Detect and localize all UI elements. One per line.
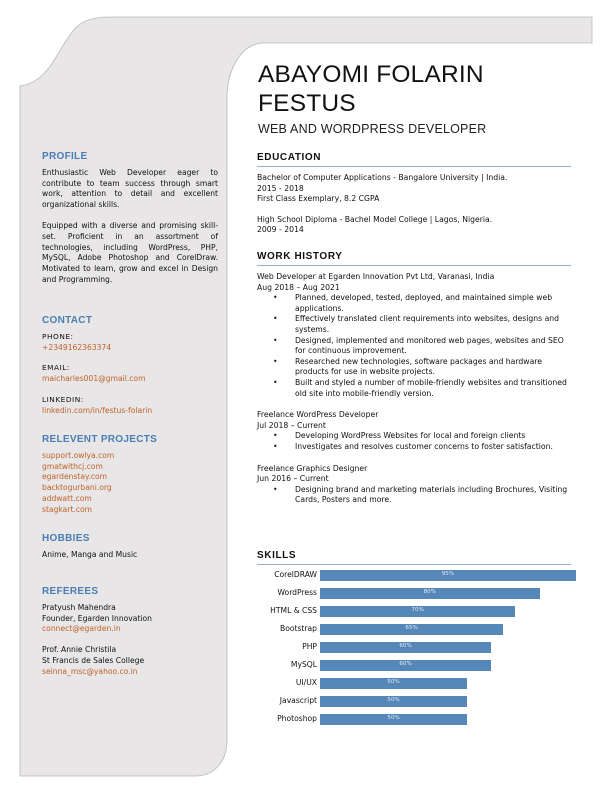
skill-bar <box>320 642 491 653</box>
skill-value: 50% <box>387 715 400 721</box>
skills-heading: SKILLS <box>257 550 571 565</box>
project-link[interactable]: gmatwithcj.com <box>42 461 103 471</box>
skill-label: WordPress <box>277 588 317 597</box>
skill-row <box>257 676 587 694</box>
job-bullets <box>257 431 571 452</box>
job-bullets <box>257 293 571 399</box>
skill-row <box>257 568 587 586</box>
skill-label: UI/UX <box>295 678 317 687</box>
skill-bar <box>320 570 576 581</box>
referee-2-email[interactable]: seinna_msc@yahoo.co.in <box>42 666 138 676</box>
name-line-2: FESTUS <box>258 90 356 117</box>
referees-section <box>42 587 218 678</box>
education-heading: EDUCATION <box>257 152 571 167</box>
referees-heading: REFEREES <box>42 586 99 597</box>
phone-label: PHONE: <box>42 331 74 341</box>
skill-row <box>257 658 587 676</box>
job-title: Freelance Graphics Designer <box>257 463 368 473</box>
job-title: WEB AND WORDPRESS DEVELOPER <box>258 122 487 136</box>
referee-1-name: Pratyush Mahendra <box>42 602 116 612</box>
phone-link[interactable]: +2349162363374 <box>42 342 112 352</box>
skill-label: MySQL <box>290 660 317 669</box>
skill-row <box>257 586 587 604</box>
job-bullet: • Designing brand and marketing materials including Brochures, Visiting Cards, Posters and more. <box>295 485 571 506</box>
skill-bar <box>320 588 540 599</box>
skill-label: CorelDRAW <box>274 570 317 579</box>
linkedin-link[interactable]: linkedin.com/in/festus-folarin <box>42 405 153 415</box>
skill-row <box>257 712 587 730</box>
skill-value: 80% <box>423 589 437 595</box>
profile-paragraph-2: Equipped with a diverse and promising skill-set. Proficient in an assortment of technologies, including WordPress, PHP, MySQL, Adobe Photoshop and CorelDraw. Motivated to learn, grow and excel in Design and Programming. <box>42 220 218 284</box>
project-link[interactable]: egardenstay.com <box>42 472 108 482</box>
education-degree: Bachelor of Computer Applications - Bangalore University | India. <box>257 173 508 182</box>
profile-section <box>42 152 218 286</box>
candidate-name <box>258 60 484 118</box>
skill-bar <box>320 678 467 689</box>
skill-label: Photoshop <box>277 714 317 723</box>
contact-section <box>42 316 218 417</box>
job-bullet: • Effectively translated client requirements into websites, designs and systems. <box>295 314 571 335</box>
skill-label: Javascript <box>279 696 317 705</box>
project-link[interactable]: support.owlya.com <box>42 450 115 460</box>
job-bullet: • Designed, implemented and monitored web pages, websites and SEO for continuous improvement. <box>295 336 571 357</box>
skill-value: 60% <box>399 643 412 649</box>
skill-value: 65% <box>405 625 418 631</box>
name-line-1: ABAYOMI FOLARIN <box>258 61 484 88</box>
work-history-section <box>257 251 571 506</box>
job-title: Freelance WordPress Developer <box>257 410 379 420</box>
skill-label: PHP <box>302 642 317 651</box>
project-link[interactable]: stagkart.com <box>42 504 93 514</box>
job-bullet: • Planned, developed, tested, deployed, and maintained simple web applications. <box>295 293 571 314</box>
skill-row <box>257 622 587 640</box>
hobbies-text: Anime, Manga and Music <box>42 549 138 559</box>
education-dates: 2015 - 2018 <box>257 183 304 193</box>
job-dates: Aug 2018 – Aug 2021 <box>257 282 340 292</box>
job-title: Web Developer at Egarden Innovation Pvt Ltd, Varanasi, India <box>257 272 495 281</box>
skill-bar <box>320 624 503 635</box>
job-dates: Jun 2016 – Current <box>257 474 329 484</box>
job-bullet: • Researched new technologies, software packages and hardware products for use in website projects. <box>295 357 571 378</box>
skill-label: Bootstrap <box>279 624 317 633</box>
job-bullet: • Developing WordPress Websites for local and foreign clients <box>295 431 571 442</box>
contact-heading: CONTACT <box>42 315 93 326</box>
skill-value: 95% <box>441 571 455 577</box>
hobbies-section <box>42 534 218 561</box>
skill-row <box>257 640 587 658</box>
referee-2-name: Prof. Annie Christila <box>42 645 117 655</box>
education-degree: High School Diploma - Bachel Model College | Lagos, Nigeria. <box>257 214 493 224</box>
education-grade: First Class Exemplary, 8.2 CGPA <box>257 194 380 204</box>
hobbies-heading: HOBBIES <box>42 533 90 544</box>
education-section <box>257 152 571 236</box>
skill-value: 50% <box>387 697 400 703</box>
referee-1-email[interactable]: connect@egarden.in <box>42 624 121 634</box>
email-label: EMAIL: <box>42 363 70 373</box>
project-link[interactable]: backtogurbani.org <box>42 483 112 493</box>
skill-bar <box>320 714 467 725</box>
project-link[interactable]: addwatt.com <box>42 493 92 503</box>
skill-row <box>257 694 587 712</box>
skill-bar <box>320 606 515 617</box>
job-bullet: • Built and styled a number of mobile-friendly websites and transitioned old site into mobile-friendly version. <box>295 378 571 399</box>
education-dates: 2009 - 2014 <box>257 225 304 235</box>
email-link[interactable]: maicharles001@gmail.com <box>42 374 146 384</box>
projects-section <box>42 435 218 516</box>
skill-label: HTML & CSS <box>270 606 317 615</box>
job-dates: Jul 2018 – Current <box>257 420 326 430</box>
skills-bar-chart <box>257 568 587 730</box>
projects-heading: RELEVENT PROJECTS <box>42 434 158 445</box>
skill-value: 50% <box>387 679 400 685</box>
job-bullets <box>257 485 571 506</box>
profile-paragraph-1: Enthusiastic Web Developer eager to contribute to team success through smart work, attention to detail and excellent organizational skills. <box>42 167 218 210</box>
skill-value: 60% <box>399 661 412 667</box>
profile-heading: PROFILE <box>42 151 88 162</box>
referee-2-title: St Francis de Sales College <box>42 655 145 665</box>
job-bullet: • Investigates and resolves customer concerns to foster satisfaction. <box>295 442 571 453</box>
skill-row <box>257 604 587 622</box>
skill-bar <box>320 660 491 671</box>
referee-1-title: Founder, Egarden Innovation <box>42 613 152 623</box>
work-history-heading: WORK HISTORY <box>257 251 571 266</box>
linkedin-label: LINKEDIN: <box>42 394 84 404</box>
skill-value: 70% <box>411 607 424 613</box>
skill-bar <box>320 696 467 707</box>
